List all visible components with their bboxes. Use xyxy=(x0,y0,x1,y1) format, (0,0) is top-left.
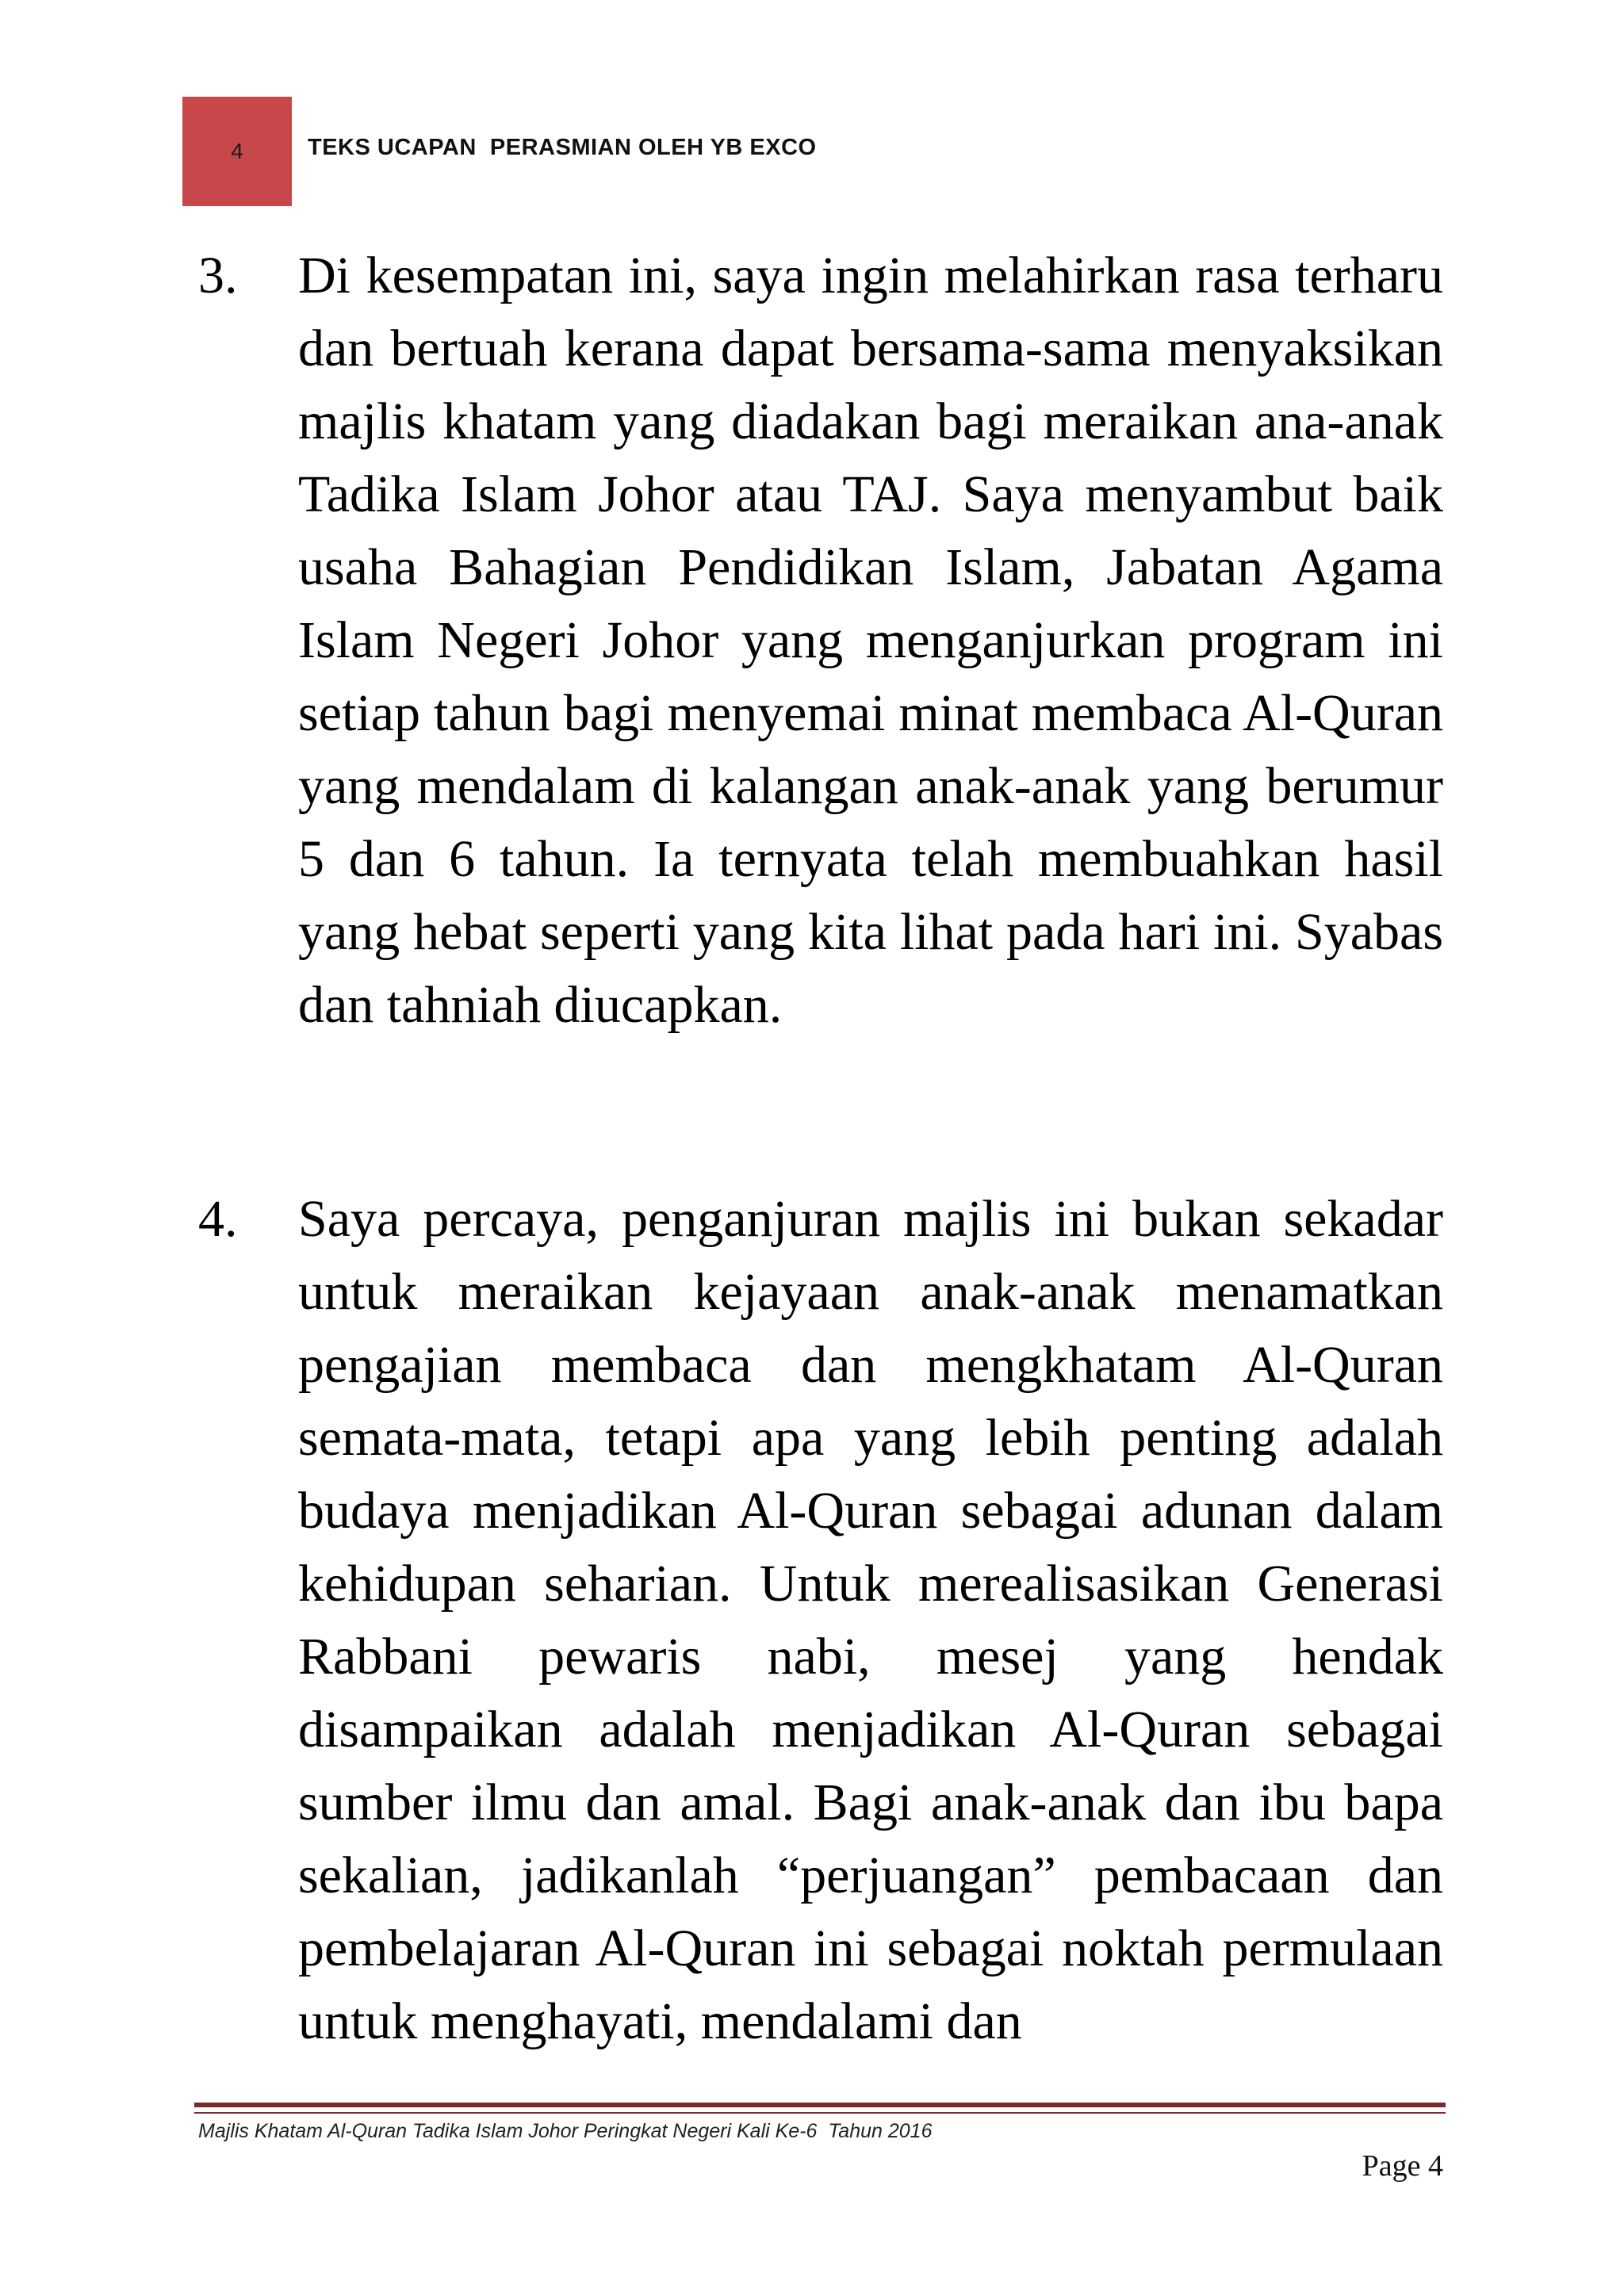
paragraph-number: 4. xyxy=(198,1190,238,1248)
header-page-number: 4 xyxy=(231,139,243,163)
paragraph-4 xyxy=(198,1183,1457,2058)
footer-divider-thin xyxy=(194,2112,1446,2114)
page-number-box xyxy=(182,97,292,206)
footer-text: Majlis Khatam Al-Quran Tadika Islam Johor Peringkat Negeri Kali Ke-6 Tahun 2016 xyxy=(198,2120,933,2142)
page-label: Page 4 xyxy=(1362,2149,1443,2183)
paragraph-3 xyxy=(198,239,1469,1042)
paragraph-number: 3. xyxy=(198,247,238,304)
paragraph-text: Di kesempatan ini, saya ingin melahirkan rasa terharu dan bertuah kerana dapat bersama-sama menyaksikan majlis khatam yang diadakan bagi meraikan ana-anak Tadika Islam Johor atau TAJ. Saya menyambut baik usaha Bahagian Pendidikan Islam, Jabatan Agama Islam Negeri Johor yang menganjurkan program ini setiap tahun bagi menyemai minat membaca Al-Quran yang mendalam di kalangan anak-anak yang berumur 5 dan 6 tahun. Ia ternyata telah membuahkan hasil yang hebat seperti yang kita lihat pada hari ini. Syabas dan tahniah diucapkan. xyxy=(298,247,1469,1034)
header-title: TEKS UCAPAN PERASMIAN OLEH YB EXCO xyxy=(308,135,817,160)
paragraph-text: Saya percaya, penganjuran majlis ini bukan sekadar untuk meraikan kejayaan anak-anak menamatkan pengajian membaca dan mengkhatam Al-Quran semata-mata, tetapi apa yang lebih penting adalah budaya menjadikan Al-Quran sebagai adunan dalam kehidupan seharian. Untuk merealisasikan Generasi Rabbani pewaris nabi, mesej yang hendak disampaikan adalah menjadikan Al-Quran sebagai sumber ilmu dan amal. Bagi anak-anak dan ibu bapa sekalian, jadikanlah “perjuangan” pembacaan dan pembelajaran Al-Quran ini sebagai noktah permulaan untuk menghayati, mendalami dan xyxy=(298,1190,1457,2050)
footer-divider xyxy=(194,2103,1446,2107)
